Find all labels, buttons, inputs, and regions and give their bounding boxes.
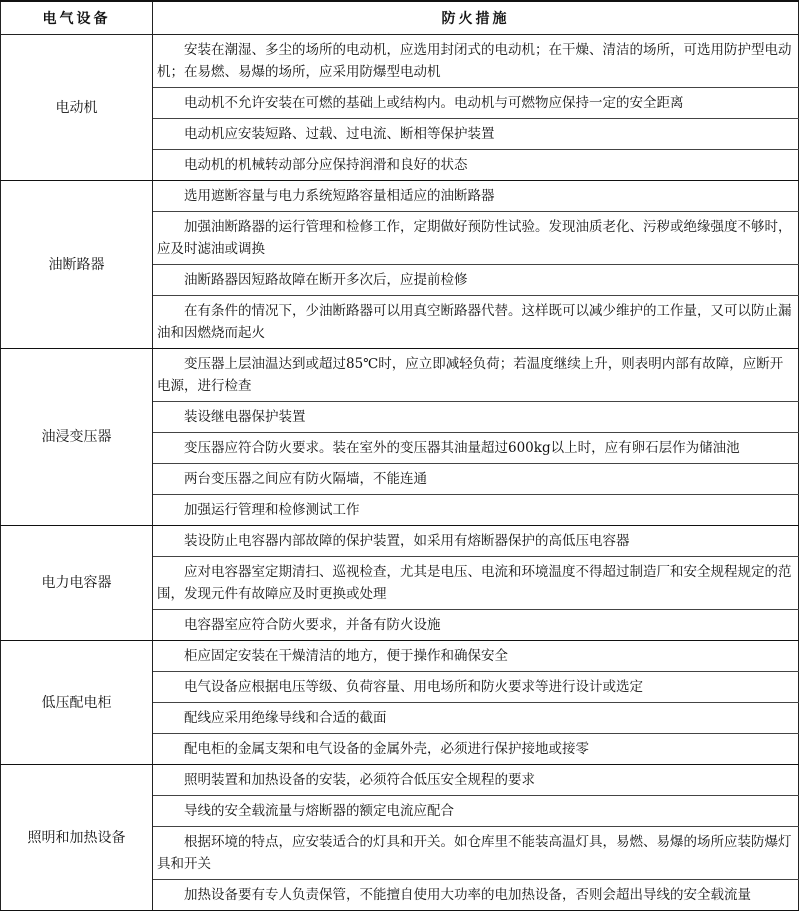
measure-cell: 装设继电器保护装置: [153, 402, 799, 433]
measure-cell: 油断路器因短路故障在断开多次后，应提前检修: [153, 265, 799, 296]
measure-cell: 电容器室应符合防火要求，并备有防火设施: [153, 610, 799, 641]
measure-cell: 柜应固定安装在干燥清洁的地方，便于操作和确保安全: [153, 641, 799, 672]
measure-cell: 安装在潮湿、多尘的场所的电动机，应选用封闭式的电动机；在干燥、清洁的场所，可选用防护型电动机；在易燃、易爆的场所，应采用防爆型电动机: [153, 35, 799, 88]
measure-cell: 根据环境的特点，应安装适合的灯具和开关。如仓库里不能装高温灯具，易燃、易爆的场所应装防爆灯具和开关: [153, 827, 799, 880]
table-row: [1, 526, 799, 557]
header-measures: 防火措施: [153, 1, 799, 35]
measure-cell: 在有条件的情况下，少油断路器可以用真空断路器代替。这样既可以减少维护的工作量，又可以防止漏油和因燃烧而起火: [153, 296, 799, 349]
header-row: [1, 1, 799, 35]
measure-cell: 电动机不允许安装在可燃的基础上或结构内。电动机与可燃物应保持一定的安全距离: [153, 88, 799, 119]
measure-cell: 电动机的机械转动部分应保持润滑和良好的状态: [153, 150, 799, 181]
measure-cell: 导线的安全载流量与熔断器的额定电流应配合: [153, 796, 799, 827]
equipment-cell: 电力电容器: [1, 526, 153, 641]
measure-cell: 配线应采用绝缘导线和合适的截面: [153, 703, 799, 734]
measure-cell: 照明装置和加热设备的安装，必须符合低压安全规程的要求: [153, 765, 799, 796]
measure-cell: 加强油断路器的运行管理和检修工作，定期做好预防性试验。发现油质老化、污秽或绝缘强度不够时，应及时滤油或调换: [153, 212, 799, 265]
measure-cell: 两台变压器之间应有防火隔墙，不能连通: [153, 464, 799, 495]
measure-cell: 配电柜的金属支架和电气设备的金属外壳，必须进行保护接地或接零: [153, 734, 799, 765]
equipment-cell: 油断路器: [1, 181, 153, 349]
table-row: [1, 641, 799, 672]
table-row: [1, 35, 799, 88]
equipment-cell: 低压配电柜: [1, 641, 153, 765]
table-body: [1, 35, 799, 911]
equipment-cell: 照明和加热设备: [1, 765, 153, 911]
measure-cell: 电动机应安装短路、过载、过电流、断相等保护装置: [153, 119, 799, 150]
measure-cell: 应对电容器室定期清扫、巡视检查，尤其是电压、电流和环境温度不得超过制造厂和安全规程规定的范围，发现元件有故障应及时更换或处理: [153, 557, 799, 610]
measure-cell: 变压器应符合防火要求。装在室外的变压器其油量超过600kg以上时，应有卵石层作为储油池: [153, 433, 799, 464]
measure-cell: 加强运行管理和检修测试工作: [153, 495, 799, 526]
table-row: [1, 181, 799, 212]
measure-cell: 变压器上层油温达到或超过85℃时，应立即减轻负荷；若温度继续上升，则表明内部有故障，应断开电源，进行检查: [153, 349, 799, 402]
equipment-cell: 油浸变压器: [1, 349, 153, 526]
measure-cell: 装设防止电容器内部故障的保护装置，如采用有熔断器保护的高低压电容器: [153, 526, 799, 557]
measure-cell: 加热设备要有专人负责保管，不能擅自使用大功率的电加热设备，否则会超出导线的安全载流量: [153, 880, 799, 911]
equipment-cell: 电动机: [1, 35, 153, 181]
table-row: [1, 349, 799, 402]
table-row: [1, 765, 799, 796]
measure-cell: 电气设备应根据电压等级、负荷容量、用电场所和防火要求等进行设计或选定: [153, 672, 799, 703]
measure-cell: 选用遮断容量与电力系统短路容量相适应的油断路器: [153, 181, 799, 212]
header-equipment: 电气设备: [1, 1, 153, 35]
